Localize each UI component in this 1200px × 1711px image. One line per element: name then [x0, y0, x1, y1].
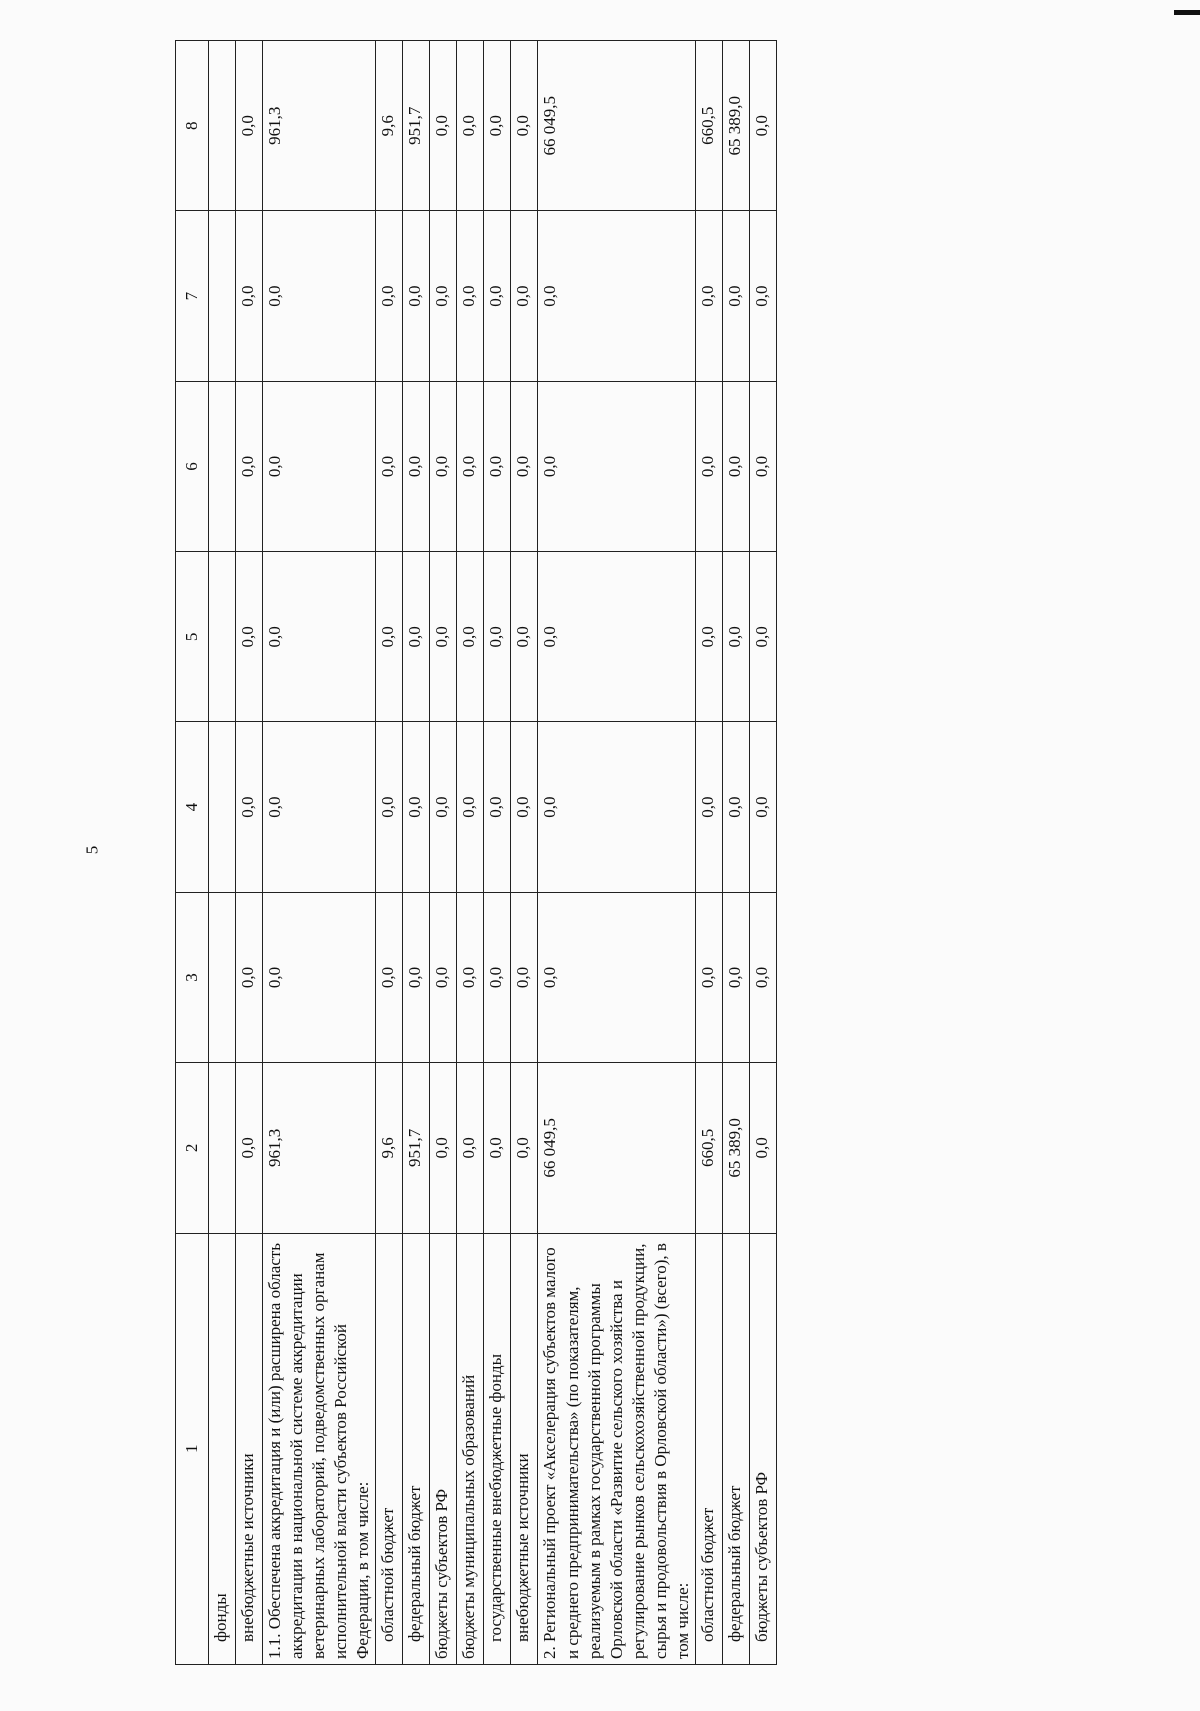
cell-value: 0,0	[511, 892, 538, 1062]
cell-value: 0,0	[403, 722, 430, 892]
column-header-5: 5	[176, 552, 209, 722]
cell-value	[209, 552, 236, 722]
scan-corner-mark	[1174, 10, 1200, 15]
cell-value: 0,0	[696, 211, 723, 381]
cell-value: 0,0	[236, 381, 263, 551]
cell-value: 66 049,5	[538, 1063, 696, 1233]
cell-value: 0,0	[430, 552, 457, 722]
cell-value: 961,3	[263, 1063, 376, 1233]
cell-value: 0,0	[750, 1063, 777, 1233]
cell-value: 0,0	[484, 552, 511, 722]
row-label: 1.1. Обеспечена аккредитация и (или) расширена область аккредитации в национальной системе аккредитации ветеринарных лабораторий, подведомственных органам исполнительной власти субъектов Российской Федерации, в том числе:	[263, 1233, 376, 1664]
table-row	[484, 41, 511, 1665]
cell-value: 0,0	[403, 892, 430, 1062]
cell-value: 0,0	[723, 211, 750, 381]
cell-value: 0,0	[430, 211, 457, 381]
cell-value: 0,0	[457, 1063, 484, 1233]
cell-value: 0,0	[376, 722, 403, 892]
row-label: 2. Региональный проект «Акселерация субъектов малого и среднего предпринимательства» (по показателям, реализуемым в рамках государственной программы Орловской области «Развитие сельского хозяйства и регулирование рынков сельскохозяйственной продукции, сырья и продовольствия в Орловской области») (всего), в том числе:	[538, 1233, 696, 1664]
cell-value: 0,0	[376, 381, 403, 551]
column-header-6: 6	[176, 381, 209, 551]
cell-value: 0,0	[511, 41, 538, 211]
cell-value: 0,0	[696, 552, 723, 722]
cell-value: 0,0	[511, 722, 538, 892]
cell-value: 0,0	[430, 381, 457, 551]
cell-value: 0,0	[750, 722, 777, 892]
cell-value: 0,0	[457, 211, 484, 381]
column-header-7: 7	[176, 211, 209, 381]
cell-value: 0,0	[484, 41, 511, 211]
cell-value: 0,0	[430, 892, 457, 1062]
cell-value: 0,0	[538, 552, 696, 722]
cell-value: 0,0	[403, 381, 430, 551]
cell-value: 951,7	[403, 41, 430, 211]
cell-value: 961,3	[263, 41, 376, 211]
cell-value: 0,0	[484, 1063, 511, 1233]
cell-value: 0,0	[457, 722, 484, 892]
cell-value: 0,0	[484, 211, 511, 381]
cell-value: 660,5	[696, 1063, 723, 1233]
cell-value	[209, 1063, 236, 1233]
table-row	[403, 41, 430, 1665]
row-label: бюджеты субъектов РФ	[430, 1233, 457, 1664]
cell-value: 0,0	[236, 211, 263, 381]
cell-value: 0,0	[484, 722, 511, 892]
cell-value: 0,0	[696, 381, 723, 551]
cell-value	[209, 892, 236, 1062]
table-row	[511, 41, 538, 1665]
cell-value	[209, 722, 236, 892]
cell-value: 0,0	[538, 722, 696, 892]
cell-value: 0,0	[236, 722, 263, 892]
cell-value: 0,0	[538, 892, 696, 1062]
cell-value: 951,7	[403, 1063, 430, 1233]
cell-value: 0,0	[484, 892, 511, 1062]
cell-value: 0,0	[263, 211, 376, 381]
row-label: областной бюджет	[696, 1233, 723, 1664]
table-row	[750, 41, 777, 1665]
column-header-8: 8	[176, 41, 209, 211]
table-row	[430, 41, 457, 1665]
cell-value: 0,0	[696, 722, 723, 892]
row-label: областной бюджет	[376, 1233, 403, 1664]
cell-value: 0,0	[511, 552, 538, 722]
row-label: бюджеты субъектов РФ	[750, 1233, 777, 1664]
cell-value: 0,0	[723, 722, 750, 892]
row-label: федеральный бюджет	[723, 1233, 750, 1664]
cell-value: 0,0	[457, 892, 484, 1062]
cell-value: 9,6	[376, 1063, 403, 1233]
cell-value: 0,0	[723, 552, 750, 722]
cell-value: 0,0	[723, 381, 750, 551]
cell-value: 0,0	[430, 1063, 457, 1233]
cell-value: 65 389,0	[723, 1063, 750, 1233]
column-header-2: 2	[176, 1063, 209, 1233]
table-row	[538, 41, 696, 1665]
cell-value: 0,0	[723, 892, 750, 1062]
cell-value: 0,0	[263, 552, 376, 722]
cell-value: 65 389,0	[723, 41, 750, 211]
cell-value: 660,5	[696, 41, 723, 211]
table-row	[696, 41, 723, 1665]
cell-value: 0,0	[484, 381, 511, 551]
column-header-3: 3	[176, 892, 209, 1062]
budget-table	[175, 40, 777, 1665]
row-label: внебюджетные источники	[236, 1233, 263, 1664]
cell-value	[209, 211, 236, 381]
table-header-row	[176, 41, 209, 1665]
cell-value: 66 049,5	[538, 41, 696, 211]
row-label: фонды	[209, 1233, 236, 1664]
cell-value: 0,0	[236, 1063, 263, 1233]
cell-value	[209, 381, 236, 551]
row-label: внебюджетные источники	[511, 1233, 538, 1664]
cell-value: 0,0	[750, 381, 777, 551]
row-label: федеральный бюджет	[403, 1233, 430, 1664]
cell-value: 0,0	[750, 211, 777, 381]
cell-value: 0,0	[263, 892, 376, 1062]
column-header-4: 4	[176, 722, 209, 892]
column-header-1: 1	[176, 1233, 209, 1664]
cell-value: 0,0	[538, 211, 696, 381]
table-row	[209, 41, 236, 1665]
table-row	[263, 41, 376, 1665]
row-label: бюджеты муниципальных образований	[457, 1233, 484, 1664]
cell-value: 0,0	[511, 211, 538, 381]
cell-value: 0,0	[750, 892, 777, 1062]
cell-value: 0,0	[750, 41, 777, 211]
cell-value: 0,0	[750, 552, 777, 722]
table-row	[376, 41, 403, 1665]
cell-value: 0,0	[457, 552, 484, 722]
cell-value: 9,6	[376, 41, 403, 211]
cell-value: 0,0	[696, 892, 723, 1062]
cell-value: 0,0	[457, 41, 484, 211]
cell-value: 0,0	[263, 381, 376, 551]
cell-value: 0,0	[430, 41, 457, 211]
cell-value: 0,0	[511, 381, 538, 551]
cell-value: 0,0	[236, 552, 263, 722]
cell-value	[209, 41, 236, 211]
cell-value: 0,0	[263, 722, 376, 892]
page-number: 5	[82, 845, 102, 855]
table-row	[723, 41, 750, 1665]
cell-value: 0,0	[403, 552, 430, 722]
cell-value: 0,0	[538, 381, 696, 551]
cell-value: 0,0	[376, 892, 403, 1062]
cell-value: 0,0	[236, 41, 263, 211]
table-row	[457, 41, 484, 1665]
cell-value: 0,0	[236, 892, 263, 1062]
table-body	[209, 41, 777, 1665]
cell-value: 0,0	[376, 552, 403, 722]
cell-value: 0,0	[376, 211, 403, 381]
cell-value: 0,0	[403, 211, 430, 381]
cell-value: 0,0	[511, 1063, 538, 1233]
table-row	[236, 41, 263, 1665]
cell-value: 0,0	[457, 381, 484, 551]
cell-value: 0,0	[430, 722, 457, 892]
rotated-table-container	[175, 40, 1063, 1665]
row-label: государственные внебюджетные фонды	[484, 1233, 511, 1664]
